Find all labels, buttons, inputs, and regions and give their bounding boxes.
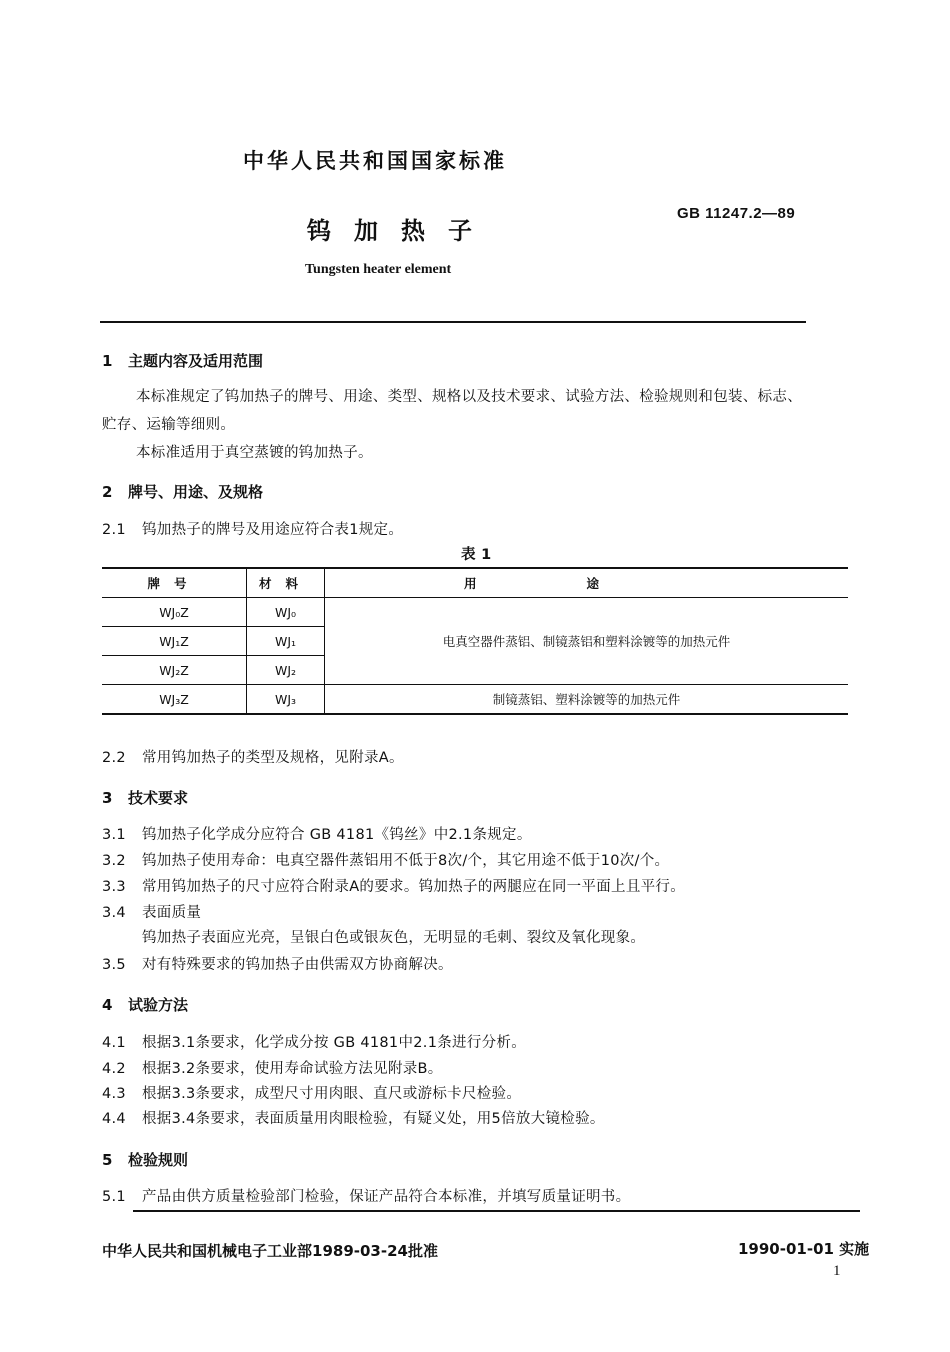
table-caption: 表 1 [461, 547, 492, 563]
section-title: 试验方法 [128, 996, 189, 1014]
header-divider [100, 321, 806, 323]
table-1 [102, 567, 848, 715]
clause-number: 3.4 [102, 905, 126, 921]
section-number: 1 [102, 352, 113, 370]
clause-text: 钨加热子使用寿命：电真空器件蒸铝用不低于8次/个，其它用途不低于10次/个。 [142, 853, 670, 869]
clause-number: 3.2 [102, 853, 126, 869]
clause-text: 根据3.3条要求，成型尺寸用肉眼、直尺或游标卡尺检验。 [142, 1086, 522, 1102]
header-usage: 用途 [463, 576, 709, 591]
cell-grade: WJ₁Z [102, 627, 247, 656]
clause-number: 4.3 [102, 1086, 126, 1102]
clause-number: 3.1 [102, 827, 126, 843]
header-material: 材料 [247, 568, 325, 598]
clause-number: 5.1 [102, 1189, 126, 1205]
clause-5-1 [102, 1185, 630, 1206]
section-4-heading [102, 994, 188, 1015]
section-title: 检验规则 [128, 1151, 189, 1169]
cell-grade: WJ₃Z [102, 685, 247, 715]
implementation-date: 1990-01-01 实施 [738, 1240, 870, 1258]
english-title: Tungsten heater element [305, 262, 452, 277]
cell-grade: WJ₀Z [102, 598, 247, 627]
clause-4-2 [102, 1057, 443, 1078]
cell-material: WJ₀ [247, 598, 325, 627]
header-grade: 牌号 [102, 568, 247, 598]
clause-number: 3.5 [102, 957, 126, 973]
page-number: 1 [833, 1263, 841, 1279]
clause-2-1 [102, 518, 403, 539]
clause-3-2 [102, 849, 669, 870]
clause-text: 产品由供方质量检验部门检验，保证产品符合本标准，并填写质量证明书。 [142, 1189, 631, 1205]
paragraph: 本标准规定了钨加热子的牌号、用途、类型、规格以及技术要求、试验方法、检验规则和包装、标志、 [136, 389, 802, 405]
paragraph: 本标准适用于真空蒸镀的钨加热子。 [136, 445, 373, 461]
section-3-heading [102, 787, 188, 808]
footer-divider [133, 1210, 860, 1212]
section-title: 牌号、用途、及规格 [128, 483, 264, 501]
clause-text: 钨加热子化学成分应符合 GB 4181《钨丝》中2.1条规定。 [142, 827, 532, 843]
clause-text: 对有特殊要求的钨加热子由供需双方协商解决。 [142, 957, 453, 973]
clause-2-2 [102, 746, 404, 767]
clause-text: 常用钨加热子的类型及规格，见附录A。 [142, 750, 404, 766]
section-title: 技术要求 [128, 789, 189, 807]
cell-material: WJ₃ [247, 685, 325, 715]
section-number: 4 [102, 996, 113, 1014]
section-number: 5 [102, 1151, 113, 1169]
clause-number: 2.1 [102, 522, 126, 538]
clause-text: 表面质量 [142, 905, 202, 921]
paragraph-continuation: 贮存、运输等细则。 [102, 417, 236, 433]
cell-material: WJ₁ [247, 627, 325, 656]
clause-number: 4.4 [102, 1111, 126, 1127]
section-1-heading [102, 350, 263, 371]
section-title: 主题内容及适用范围 [128, 352, 264, 370]
clause-3-1 [102, 823, 532, 844]
clause-3-3 [102, 875, 685, 896]
clause-4-4 [102, 1107, 605, 1128]
clause-text: 根据3.4条要求，表面质量用肉眼检验，有疑义处，用5倍放大镜检验。 [142, 1111, 605, 1127]
clause-4-1 [102, 1031, 526, 1052]
document-title: 钨加热子 [307, 217, 495, 245]
cell-usage: 电真空器件蒸铝、制镜蒸铝和塑料涂镀等的加热元件 [325, 598, 849, 685]
standard-code: GB 11247.2—89 [677, 205, 796, 222]
clause-number: 4.2 [102, 1061, 126, 1077]
clause-number: 4.1 [102, 1035, 126, 1051]
section-5-heading [102, 1149, 188, 1170]
clause-3-4-body: 钨加热子表面应光亮，呈银白色或银灰色，无明显的毛刺、裂纹及氧化现象。 [142, 930, 646, 946]
clause-number: 3.3 [102, 879, 126, 895]
clause-text: 钨加热子的牌号及用途应符合表1规定。 [142, 522, 404, 538]
clause-3-4 [102, 901, 201, 922]
section-number: 2 [102, 483, 113, 501]
table-row [102, 685, 848, 715]
clause-text: 根据3.1条要求，化学成分按 GB 4181中2.1条进行分析。 [142, 1035, 527, 1051]
cell-usage: 制镜蒸铝、塑料涂镀等的加热元件 [492, 692, 681, 707]
clause-4-3 [102, 1082, 521, 1103]
cell-grade: WJ₂Z [102, 656, 247, 685]
approval-line: 中华人民共和国机械电子工业部1989-03-24批准 [102, 1242, 438, 1260]
clause-3-5 [102, 953, 453, 974]
national-standard-heading: 中华人民共和国国家标准 [243, 149, 507, 173]
cell-material: WJ₂ [247, 656, 325, 685]
clause-text: 常用钨加热子的尺寸应符合附录A的要求。钨加热子的两腿应在同一平面上且平行。 [142, 879, 686, 895]
section-number: 3 [102, 789, 113, 807]
clause-text: 根据3.2条要求，使用寿命试验方法见附录B。 [142, 1061, 443, 1077]
clause-number: 2.2 [102, 750, 126, 766]
table-row [102, 598, 848, 627]
table-header-row [102, 568, 848, 598]
section-2-heading [102, 481, 263, 502]
